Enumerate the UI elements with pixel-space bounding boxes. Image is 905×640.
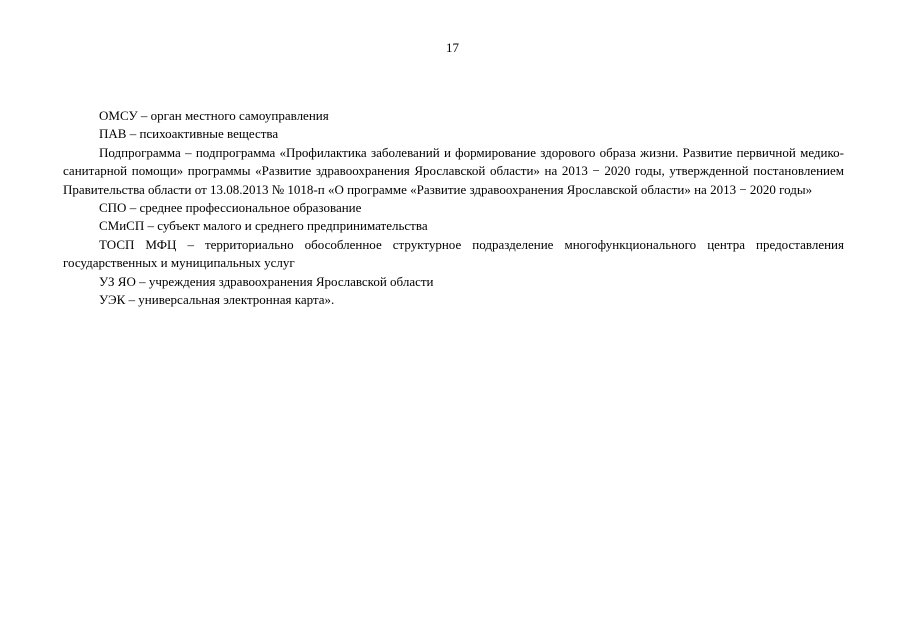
abbreviation-entry-spo: СПО – среднее профессиональное образование [99,200,362,216]
abbreviation-entry-smisp: СМиСП – субъект малого и среднего предпринимательства [99,218,428,234]
abbreviation-entry-pav: ПАВ – психоактивные вещества [99,126,279,142]
page-number: 17 [446,40,459,55]
abbreviation-entry-tosp-mfc: ТОСП МФЦ – территориально обособленное структурное подразделение многофункционального центра предоставления государственных и муниципальных услуг [63,236,844,271]
abbreviation-entry-omsu: ОМСУ – орган местного самоуправления [99,108,329,123]
abbreviations-list [63,107,844,309]
abbreviation-entry-uek: УЭК – универсальная электронная карта». [99,292,335,308]
abbreviation-entry-podprogramma: Подпрограмма – подпрограмма «Профилактика заболеваний и формирование здорового образа жизни. Развитие первичной медико-санитарной помощи» программы «Развитие здравоохранения Ярославской области» на 2013 − 2020 годы, утвержденной постановлением Правительства области от 13.08.2013 № 1018-п «О программе «Развитие здравоохранения Ярославской области» на 2013 − 2020 годы» [63,144,844,197]
abbreviation-entry-uz-yao: УЗ ЯО – учреждения здравоохранения Ярославской области [99,273,434,289]
